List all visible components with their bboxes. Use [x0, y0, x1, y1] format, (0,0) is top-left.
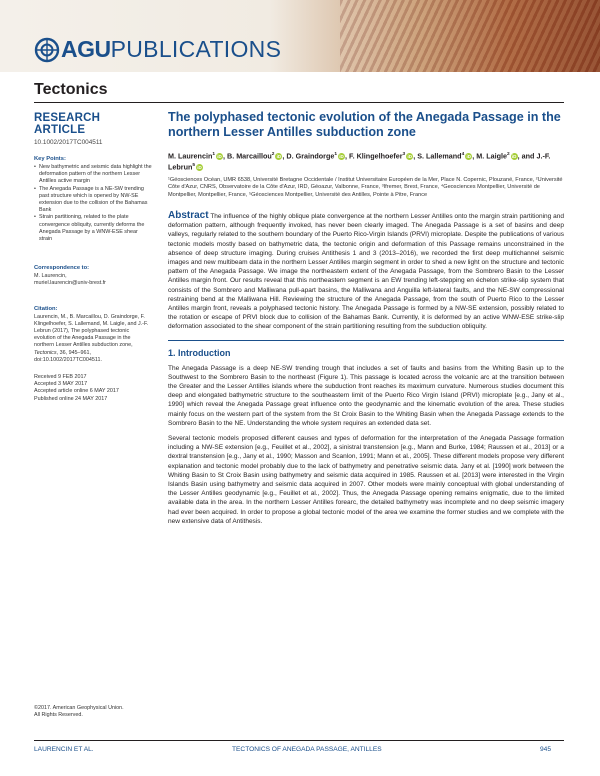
- abstract: [168, 211, 564, 332]
- article-title: The polyphased tectonic evolution of the Anegada Passage in the northern Lesser Antilles subduction zone: [168, 110, 561, 139]
- orcid-icon[interactable]: iD: [217, 153, 222, 159]
- orcid-icon[interactable]: iD: [276, 153, 282, 159]
- author-name[interactable]: S. Lallemand: [417, 151, 462, 161]
- key-point: • New bathymetric and seismic data highlight the deformation pattern of the northern Lesser Antilles active margin: [34, 164, 152, 186]
- journal-name: Tectonics: [34, 81, 108, 98]
- copyright-line: All Rights Reserved.: [34, 712, 83, 718]
- correspondence-heading: Correspondence to:: [34, 265, 90, 272]
- author-separator: ,: [345, 151, 350, 161]
- citation-rest: , 36, 945–961, doi:10.1002/2017TC004511.: [34, 349, 102, 363]
- orcid-icon[interactable]: iD: [197, 164, 202, 170]
- author-separator: ,: [282, 151, 287, 161]
- author-affiliation-sup: 5: [192, 162, 196, 168]
- section-heading: 1. Introduction: [168, 347, 231, 358]
- citation-journal: Tectonics: [34, 349, 57, 356]
- key-points-heading: Key Points:: [34, 156, 66, 162]
- citation-body: Laurencin, M., B. Marcaillou, D. Graindorge, F. Klingelhoefer, S. Lallemand, M. Laigle, and J.-F. Lebrun (2017), The polyphased tectonic evolution of the Anegada Passage in the northern Lesser Antilles subduction zone,: [34, 313, 149, 349]
- orcid-icon[interactable]: iD: [511, 153, 517, 159]
- affiliations: ¹Géosciences Océan, UMR 6538, Université Bretagne Occidentale / Institut Universitaire Européen de la Mer, Place N. Copernic, Plouzané, France, ²Université Côte d'Azur, CNRS, Observatoire de la Côte d'Azur, IRD, Géoazur, Valbonne, France, ³Ifremer, Brest, France, ⁴Geosciences Montpellier, Université de Montpellier, Montpellier, France, ⁵Géosciences Montpellier, Université des Antilles, Pointe à Pitre, France: [168, 176, 563, 198]
- article-history: [34, 374, 152, 403]
- author-separator: ,: [472, 151, 477, 161]
- intro-paragraph-2: Several tectonic models proposed different causes and types of deformation for the interpretation of the Anegada Passage formation including a NW-SE extension [e.g., Feuillet et al., 2002], a sinistral transtension [e.g., Mann and Burke, 1984; Raussen et al., 2013] or a dextral transtension [e.g., Jany et al., 1990; Masson and Scanlon, 1991; Mann et al., 2005]. These different models propose very different explanation and tectonic model probably due to the lack of bathymetry and penetrative seismic data. Jany et al. [1990] work between the Whiting Basin to St Croix Basin using bathymetry and seismic data acquired in 1985. Raussen et al. [2013] were interested in the Virgin Islands Basin using bathymetry and seismic data acquired in 2007. Other models were mainly conceptual with global understanding of the Lesser Antilles geodynamic [e.g., Feuillet et al., 2002]. Thus, the Anegada Passage opening remains enigmatic, due to the limited available data in the area. In the northern Lesser Antilles forearc, the detailed bathymetry was incomplete and no deep seismic imagery had ever been acquired. In order to propose a global tectonic model of the area we examine the former studies and we complete with the new extensive data of Antithesis.: [168, 435, 564, 525]
- author-separator: ,: [223, 151, 228, 161]
- footer-authors: LAURENCIN ET AL.: [34, 746, 94, 753]
- author-name[interactable]: M. Laurencin: [168, 151, 213, 161]
- agu-globe-icon: [34, 37, 60, 63]
- author-name[interactable]: M. Laigle: [476, 151, 507, 161]
- correspondence-email[interactable]: muriel.laurencin@univ-brest.fr: [34, 280, 106, 287]
- intro-paragraph-1: The Anegada Passage is a deep NE-SW trending trough that includes a set of faults and basins from the Whiting Basin up to the Southwest to the Sombrero Basin to the northeast (Figure 1). This passage is located across the volcanic arc at the transition between the Greater and the Lesser Antilles islands where the subduction front reaches its maximum curvature. Numerous studies document this deep and elongated bathymetric structure to the southeastern limit of the Puerto Rico Virgin Island (PRVI) microplate [e.g., Jany et al., 1990] which reveal the Anegada Passage great influence onto the geodynamic and the kinematic evolution of the area. These studies mainly focus on the western part of the system from the St Croix Basin to the Whiting Basin when the Anegada Passage extends to the Sombrero Basin to the NE. Understanding the whole system requires an extended data set.: [168, 364, 564, 427]
- correspondence-name: M. Laurencin,: [34, 273, 67, 280]
- footer-divider: [34, 740, 564, 741]
- key-point: • The Anegada Passage is a NE-SW trending past structure which is opened by NW-SE extension due to the collision of the Bahamas Bank: [34, 186, 152, 215]
- banner-texture: [340, 0, 600, 72]
- author-separator: ,: [517, 151, 522, 161]
- sidebar: [34, 112, 152, 403]
- article-type: RESEARCH ARTICLE: [34, 112, 101, 136]
- agu-logo[interactable]: [34, 36, 281, 63]
- history-accepted: Accepted 3 MAY 2017: [34, 381, 88, 388]
- header-divider: [34, 102, 564, 103]
- author-name[interactable]: J.-F. Lebrun: [168, 151, 551, 172]
- history-published: Published online 24 MAY 2017: [34, 395, 108, 402]
- author-affiliation-sup: 1: [212, 152, 216, 157]
- author-affiliation-sup: 3: [402, 152, 406, 157]
- author-name[interactable]: F. Klingelhoefer: [349, 151, 403, 161]
- author-affiliation-sup: 2: [271, 152, 275, 157]
- copyright: [34, 705, 154, 719]
- author-list: [168, 150, 564, 172]
- citation-text: [34, 314, 152, 364]
- author-affiliation-sup: 2: [507, 152, 510, 157]
- section-divider: [168, 340, 564, 341]
- page-number: 945: [540, 746, 552, 753]
- publisher-light: PUBLICATIONS: [110, 36, 282, 62]
- publisher-bold: AGU: [61, 36, 111, 62]
- history-online: Accepted article online 6 MAY 2017: [34, 388, 119, 395]
- author-joiner: and: [521, 151, 537, 161]
- abstract-text: The influence of the highly oblique plate convergence at the northern Lesser Antilles onto the margin strain partitioning and deformation pattern, although frequently invoked, has never been clearly imaged. The Anegada Passage is a set of basins and deep valleys, regularly related to the southern boundary of the Puerto Rico-Virgin Islands (PRVI) microplate. Despite the publications of various tectonic models mostly based on bathymetric data, the tectonic origin and deformation of this Passage remains unconstrained in the absence of deep structure imaging. During cruises Antithesis 1 and 3 (2013–2016), we recorded the first deep multichannel seismic images and new multibeam data in the northern Lesser Antilles margin segment in order to shed a new light on the structure and tectonic pattern of the Anegada Passage. We image the northeastern extent of the Anegada Passage, from the Sombrero Basin to the Lesser Antilles margin front. Our results reveal that this northeastern segment is an EW trending left-stepping en échelon strike-slip system that consists of the Sombrero and Malliwana pull-apart basins, the Malliwana and Anguilla left-lateral faults, and the NE-SW compressional restraining bend at the Malliwana Hill. Reviewing the structure of the Anegada Passage, from the south of Puerto Rico to the Lesser Antilles margin front, reveals a polyphased tectonic history. The Anegada Passage is formed by a NW-SE extension, possibly related to the rotation or escape of PRVI block due to collision of the Bahamas Bank. Currently, it is deformed by an active WNW-ESE strike-slip deformation associated to the shear component of the strain partitioning resulting from the subduction obliquity.: [168, 213, 564, 331]
- key-points-list: [34, 164, 152, 243]
- footer-running-title: TECTONICS OF ANEGADA PASSAGE, ANTILLES: [232, 746, 382, 753]
- article-doi[interactable]: 10.1002/2017TC004511: [34, 139, 103, 146]
- author-name[interactable]: B. Marcaillou: [227, 151, 272, 161]
- copyright-line: ©2017. American Geophysical Union.: [34, 705, 124, 711]
- main-column: [168, 110, 564, 526]
- orcid-icon[interactable]: iD: [339, 153, 344, 159]
- author-name[interactable]: D. Graindorge: [286, 151, 335, 161]
- orcid-icon[interactable]: iD: [466, 153, 471, 159]
- abstract-label: Abstract: [168, 210, 209, 221]
- citation-heading: Citation:: [34, 305, 58, 312]
- author-separator: ,: [413, 151, 418, 161]
- orcid-icon[interactable]: iD: [407, 153, 412, 159]
- author-affiliation-sup: 4: [461, 152, 465, 157]
- history-received: Received 9 FEB 2017: [34, 374, 87, 381]
- key-point: • Strain partitioning, related to the plate convergence obliquity, currently deforms the Anegada Passage by a WNW-ESE shear strain: [34, 214, 152, 243]
- author-affiliation-sup: 1: [334, 152, 338, 157]
